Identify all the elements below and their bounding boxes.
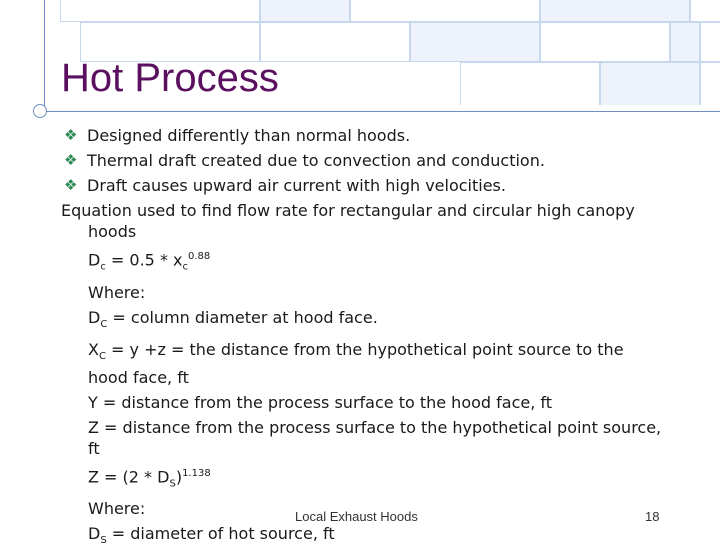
diamond-bullet-icon: ❖	[64, 126, 78, 144]
equation-intro: Equation used to find flow rate for rectangular and circular high canopy	[61, 201, 635, 220]
equation-dc: $D_c = 0.5 * x_c^{0.88}$	[88, 250, 211, 273]
bullet-item: ❖ Designed differently than normal hoods.	[64, 126, 411, 145]
page-number: 18	[645, 509, 660, 524]
definition-dc: $D_C$ = column diameter at hood face.	[88, 307, 378, 330]
accent-circle	[33, 104, 47, 118]
definition-z-cont: ft	[88, 438, 100, 458]
slide-content	[61, 123, 701, 552]
definition-ds: $D_S$ = diameter of hot source, ft	[88, 524, 335, 547]
equation-z: $Z = (2 * D_S)^{1.138}$	[88, 467, 211, 490]
footer-title: Local Exhaust Hoods	[295, 509, 418, 524]
definition-xc: $X_C = y +z$ = the distance from the hypothetical point source to the	[88, 339, 624, 362]
accent-vertical-line	[44, 0, 45, 112]
diamond-bullet-icon: ❖	[64, 151, 78, 169]
where-label: Where:	[88, 282, 146, 302]
definition-xc-cont: hood face, ft	[88, 367, 189, 387]
equation-intro-cont: hoods	[88, 222, 137, 241]
slide-title: Hot Process	[61, 56, 279, 100]
definition-z: Z = distance from the process surface to the hypothetical point source,	[88, 417, 662, 437]
bullet-item: ❖ Thermal draft created due to convection and conduction.	[64, 151, 545, 170]
bullet-item: ❖ Draft causes upward air current with high velocities.	[64, 176, 506, 195]
accent-horizontal-line	[34, 111, 720, 112]
definition-y: Y = distance from the process surface to the hood face, ft	[88, 392, 553, 412]
diamond-bullet-icon: ❖	[64, 176, 78, 194]
where-label: Where:	[88, 499, 146, 519]
